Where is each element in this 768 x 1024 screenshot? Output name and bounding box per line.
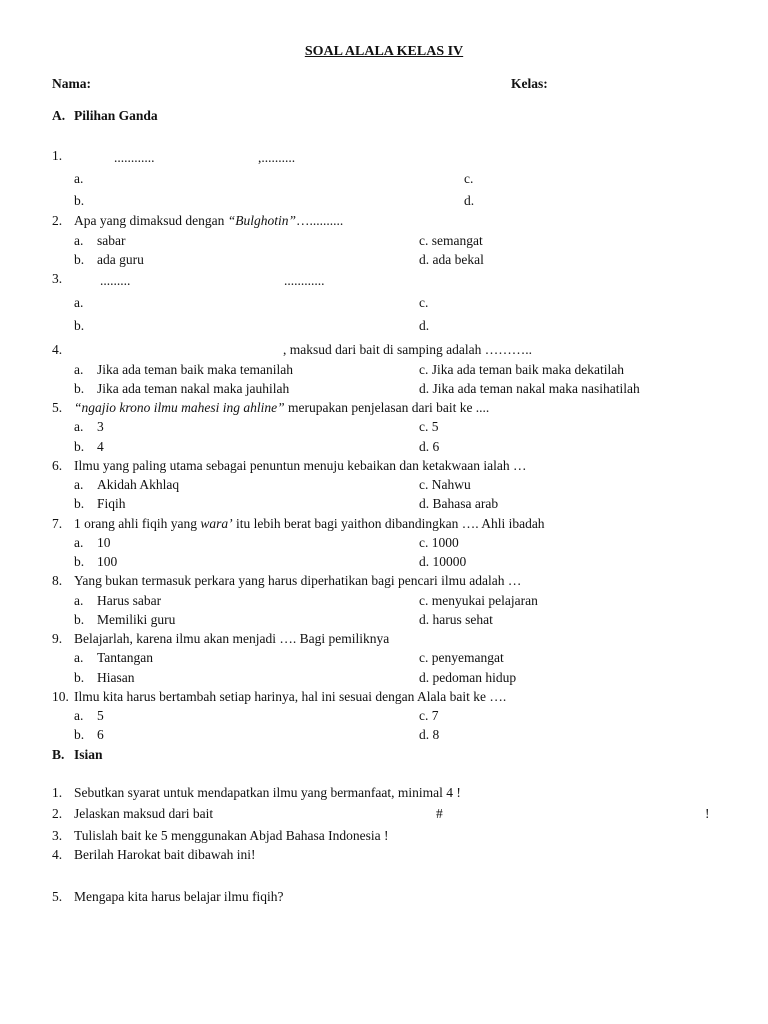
q7-option-a: 10 <box>97 535 111 550</box>
isian-2-separator: # <box>436 806 443 821</box>
q10-option-a: 5 <box>97 708 104 723</box>
isian-3-number: 3. <box>52 828 63 843</box>
q7-option-b-letter: b. <box>74 554 85 569</box>
isian-2-end: ! <box>705 806 710 821</box>
q5-number: 5. <box>52 400 63 415</box>
section-a-title: Pilihan Ganda <box>74 108 158 123</box>
q9-option-a: Tantangan <box>97 650 154 665</box>
q3-text-part: ......... <box>100 273 131 288</box>
q10-text: Ilmu kita harus bertambah setiap harinya, hal ini sesuai dengan Alala bait ke …. <box>74 689 507 704</box>
q9-text: Belajarlah, karena ilmu akan menjadi …. Bagi pemiliknya <box>74 631 390 646</box>
q5-option-a: 3 <box>97 419 104 434</box>
q6-number: 6. <box>52 458 63 473</box>
q9-option-c: c. penyemangat <box>419 650 504 665</box>
q10-number: 10. <box>52 689 69 704</box>
q2-option-d: d. ada bekal <box>419 252 484 267</box>
q4-option-c: c. Jika ada teman baik maka dekatilah <box>419 362 625 377</box>
q6-option-d: d. Bahasa arab <box>419 496 499 511</box>
isian-2-number: 2. <box>52 806 63 821</box>
q8-option-c: c. menyukai pelajaran <box>419 593 538 608</box>
q6-option-b-letter: b. <box>74 496 85 511</box>
q9-option-a-letter: a. <box>74 650 84 665</box>
q6-option-a-letter: a. <box>74 477 84 492</box>
isian-4-text: Berilah Harokat bait dibawah ini! <box>74 847 256 862</box>
q1-option-b: b. <box>74 193 85 208</box>
q6-option-c: c. Nahwu <box>419 477 471 492</box>
class-label: Kelas: <box>511 76 548 91</box>
q6-option-b: Fiqih <box>97 496 126 511</box>
q1-number: 1. <box>52 148 63 163</box>
isian-4-number: 4. <box>52 847 63 862</box>
q1-option-a: a. <box>74 171 84 186</box>
isian-1-text: Sebutkan syarat untuk mendapatkan ilmu yang bermanfaat, minimal 4 ! <box>74 785 461 800</box>
q3-number: 3. <box>52 271 63 286</box>
q3-option-a: a. <box>74 295 84 310</box>
q5-option-b-letter: b. <box>74 439 85 454</box>
q10-option-b-letter: b. <box>74 727 85 742</box>
q6-text: Ilmu yang paling utama sebagai penuntun menuju kebaikan dan ketakwaan ialah … <box>74 458 527 473</box>
q7-option-c: c. 1000 <box>419 535 459 550</box>
q4-option-b: Jika ada teman nakal maka jauhilah <box>97 381 290 396</box>
q7-option-a-letter: a. <box>74 535 84 550</box>
isian-2-text: Jelaskan maksud dari bait <box>74 806 214 821</box>
section-b-title: Isian <box>74 747 103 762</box>
page-title: SOAL ALALA KELAS IV <box>304 44 464 59</box>
q6-option-a: Akidah Akhlaq <box>97 477 180 492</box>
isian-5-text: Mengapa kita harus belajar ilmu fiqih? <box>74 889 284 904</box>
q5-text: “ngajio krono ilmu mahesi ing ahline” merupakan penjelasan dari bait ke .... <box>74 400 490 415</box>
q10-option-a-letter: a. <box>74 708 84 723</box>
q8-option-a-letter: a. <box>74 593 84 608</box>
q2-option-a-letter: a. <box>74 233 84 248</box>
q10-option-b: 6 <box>97 727 104 742</box>
q4-option-a: Jika ada teman baik maka temanilah <box>97 362 294 377</box>
section-a-letter: A. <box>52 108 66 123</box>
q1-text-part: ............ <box>114 150 155 165</box>
q4-option-b-letter: b. <box>74 381 85 396</box>
q9-option-b: Hiasan <box>97 670 135 685</box>
q4-text: , maksud dari bait di samping adalah ……….. <box>283 342 532 357</box>
q5-option-a-letter: a. <box>74 419 84 434</box>
q1-option-c: c. <box>464 171 474 186</box>
q9-number: 9. <box>52 631 63 646</box>
q5-option-c: c. 5 <box>419 419 439 434</box>
q1-text-part: ,.......... <box>258 150 296 165</box>
q4-option-d: d. Jika ada teman nakal maka nasihatilah <box>419 381 640 396</box>
q5-option-d: d. 6 <box>419 439 440 454</box>
q2-number: 2. <box>52 213 63 228</box>
q3-text-part: ............ <box>284 273 325 288</box>
q2-option-b-letter: b. <box>74 252 85 267</box>
q10-option-c: c. 7 <box>419 708 439 723</box>
q8-option-b: Memiliki guru <box>97 612 176 627</box>
q2-option-c: c. semangat <box>419 233 483 248</box>
q3-option-b: b. <box>74 318 85 333</box>
q8-option-a: Harus sabar <box>97 593 162 608</box>
q7-option-b: 100 <box>97 554 118 569</box>
q4-option-a-letter: a. <box>74 362 84 377</box>
section-b-letter: B. <box>52 747 65 762</box>
q9-option-d: d. pedoman hidup <box>419 670 517 685</box>
q10-option-d: d. 8 <box>419 727 440 742</box>
q7-option-d: d. 10000 <box>419 554 467 569</box>
isian-5-number: 5. <box>52 889 63 904</box>
q2-option-b: ada guru <box>97 252 144 267</box>
name-label: Nama: <box>52 76 91 91</box>
q8-text: Yang bukan termasuk perkara yang harus diperhatikan bagi pencari ilmu adalah … <box>74 573 522 588</box>
q2-text: Apa yang dimaksud dengan “Bulghotin”….......... <box>74 213 344 228</box>
q3-option-c: c. <box>419 295 429 310</box>
q5-option-b: 4 <box>97 439 104 454</box>
isian-1-number: 1. <box>52 785 63 800</box>
q1-option-d: d. <box>464 193 475 208</box>
q4-number: 4. <box>52 342 63 357</box>
q3-option-d: d. <box>419 318 430 333</box>
q8-option-b-letter: b. <box>74 612 85 627</box>
q8-number: 8. <box>52 573 63 588</box>
isian-3-text: Tulislah bait ke 5 menggunakan Abjad Bahasa Indonesia ! <box>74 828 389 843</box>
q8-option-d: d. harus sehat <box>419 612 493 627</box>
q9-option-b-letter: b. <box>74 670 85 685</box>
q7-number: 7. <box>52 516 63 531</box>
q2-option-a: sabar <box>97 233 126 248</box>
q7-text: 1 orang ahli fiqih yang wara’ itu lebih berat bagi yaithon dibandingkan …. Ahli ibadah <box>74 516 545 531</box>
